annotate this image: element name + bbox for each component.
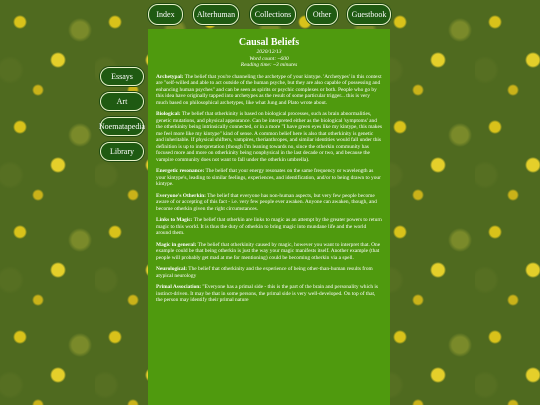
page-title: Causal Beliefs bbox=[238, 37, 300, 48]
entry-archetypal: Archetypal: The belief that you're channeling the archetype of your kintype. 'Archetypes' in this context are "self-willed and able to act outside of the human psyche, but they are also capable of possessing and enhancing human psyches" and can be seen as spirits or psychic complexes or both. People who go by this idea have originally tapped into archetypes as the result of some particular trigger... this is very much based on philosophical archetypes, like what Jung and Plato wrote about. bbox=[156, 73, 382, 106]
article-word-count: Word count: ~600 bbox=[249, 55, 289, 62]
nav-guestbook-button[interactable]: Guestbook bbox=[347, 4, 391, 25]
article-panel bbox=[148, 29, 390, 405]
top-navigation bbox=[0, 4, 540, 26]
side-art-button[interactable]: Art bbox=[100, 92, 144, 111]
article-date: 2020/12/13 bbox=[256, 49, 282, 55]
side-noematapedia-button[interactable]: Noematapedia bbox=[100, 117, 144, 136]
entry-biological: Biological: The belief that otherkinity is based on biological processes, such as brain abnormalities, genetic mutations, and physical appearance. Can be interpreted either as the biological 'symptoms' and the otherkinity being intrinsically connected, or in a more "I have green eyes like my kintype, this makes me feel more like my kintype" kind of sense. A common belief here is also that otherkinity is genetic and inheritable. If physical shifters, vampires, therianthropes, and similar identities would fall under this definition is up to interpretation (though I'm leaning towards no, since the otherkin community has focused more and more on otherkinity being nonphysical in the last decade or two, and because the vampire community does not want to fall under the otherkin umbrella). bbox=[156, 111, 382, 163]
entry-primal-association: Primal Association: "Everyone has a primal side - this is the part of the brain and personality which is instinct-driven. It may be that in some persons, the primal side is very well-developed. On top of that, the person may identify their primal nature bbox=[156, 284, 378, 303]
nav-collections-button[interactable]: Collections bbox=[250, 4, 296, 25]
side-library-button[interactable]: Library bbox=[100, 142, 144, 161]
side-essays-button[interactable]: Essays bbox=[100, 67, 144, 86]
entry-links-to-magic: Links to Magic: The belief that otherkin are links to magic as an attempt by the greater powers to return magic to this world. It is thus the duty of otherkin to bring magic into mundane life and the world around them. bbox=[156, 217, 382, 236]
nav-alterhuman-button[interactable]: Alterhuman bbox=[193, 4, 239, 25]
entry-everyones-otherkin: Everyone's Otherkin: The belief that everyone has non-human aspects, but very few people become aware of or accepting of this fact - i.e. very few people ever awaken. Anyone can awaken, though, and become otherkin given the right circumstances. bbox=[156, 192, 377, 212]
nav-index-button[interactable]: Index bbox=[148, 4, 183, 25]
nav-other-button[interactable]: Other bbox=[306, 4, 338, 25]
entry-magic-in-general: Magic in general: The belief that otherkinity caused by magic, however you want to interpret that. One example could be that being otherkin is just the way your magic manifests itself. Another example (that people will probably get mad at me for mentioning) could be becoming otherkin via a spell. bbox=[156, 241, 381, 261]
entry-neurological: Neurological: The belief that otherkinity and the experience of being other-than-human results from atypical neurology bbox=[156, 266, 373, 279]
entry-energetic-resonance: Energetic resonance: The belief that your energy resonates on the same frequency or wavelength as your kintype's, leading to similar feelings, experiences, and identification, and/or to being drawn to your kintype. bbox=[156, 168, 381, 187]
article-reading-time: Reading time: ~3 minutes bbox=[240, 62, 298, 68]
